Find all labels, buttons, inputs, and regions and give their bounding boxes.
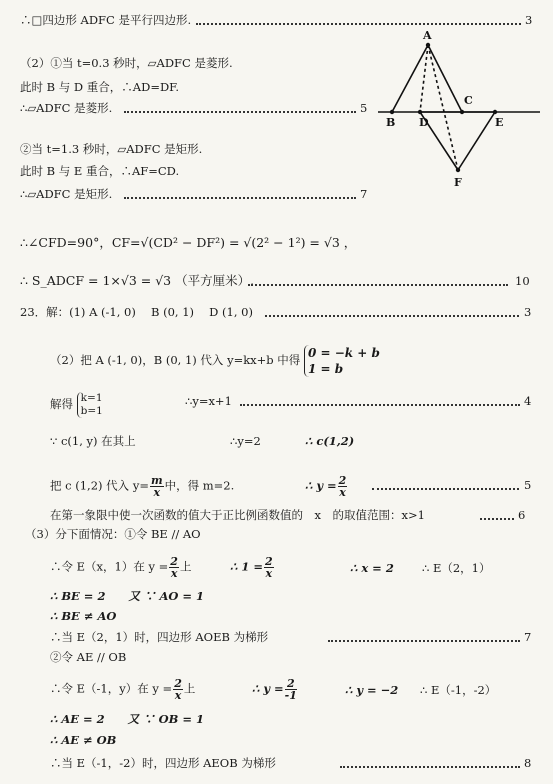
score-mark: 4 — [524, 394, 532, 408]
text-line: ∴y=x+1 — [185, 394, 232, 408]
label-E: E — [495, 116, 504, 129]
score-mark: 3 — [524, 305, 532, 319]
equation-system: 0 = −k + b 1 = b — [304, 345, 380, 377]
score-mark: 5 — [524, 478, 532, 492]
text-line: 把 c (1,2) 代入 y= $\frac{m}{x}$ 中，得 m=2. — [50, 474, 235, 499]
text-line: （3）分下面情况：①令 BE // AO — [25, 527, 201, 541]
text-line: ∴ AE = 2 又 ∵ OB = 1 — [50, 712, 205, 726]
text-line: ∴∠CFD=90°，CF=√(CD² − DF²) = √(2² − 1²) = √3 ， — [20, 235, 357, 250]
label-B: B — [386, 116, 396, 129]
score-mark: 7 — [360, 187, 368, 201]
text-line: 在第一象限中使一次函数的值大于正比例函数值的 x 的取值范围：x>1 — [50, 508, 425, 522]
text-line: ∴ 1 = $\frac{2}{x}$ — [230, 555, 273, 580]
score-mark: 8 — [524, 756, 532, 770]
text-line: 解得 k=1 b=1 — [50, 392, 103, 417]
text-line: ∴ BE ≠ AO — [50, 609, 117, 623]
score-mark: 7 — [524, 630, 532, 644]
dotted-leader — [328, 640, 520, 642]
text-line: ∴ S_ADCF = 1×√3 = √3 （平方厘米）. — [20, 273, 255, 288]
text-line: 23．解：(1) A (-1, 0) B (0, 1) D (1, 0) — [20, 305, 253, 319]
score-mark: 5 — [360, 101, 368, 115]
score-mark: 3 — [525, 13, 533, 27]
dotted-leader — [340, 766, 520, 768]
label-F: F — [454, 176, 462, 189]
segment-AF — [428, 45, 458, 170]
score-mark: 6 — [518, 508, 526, 522]
label-A: A — [423, 29, 432, 42]
text-line: ∴ AE ≠ OB — [50, 733, 117, 747]
segment-EF — [458, 112, 495, 170]
segment-AB — [392, 45, 428, 112]
text-line: ②当 t=1.3 秒时，▱ADFC 是矩形. — [20, 142, 203, 156]
text-line: ∴▱ADFC 是菱形. — [20, 101, 113, 115]
text-line: ∴□四边形 ADFC 是平行四边形. — [20, 13, 192, 27]
text-line: ∴ y = −2 — [345, 683, 399, 697]
label-D: D — [419, 116, 429, 129]
solution-system: k=1 b=1 — [77, 392, 103, 418]
text-line: ∴ BE = 2 又 ∵ AO = 1 — [50, 589, 205, 603]
dotted-leader — [240, 404, 520, 406]
text-line: ∴ y = $\frac{2}{x}$ — [305, 474, 347, 499]
score-mark: 10 — [515, 274, 530, 288]
text-line: ∴y=2 — [230, 434, 261, 448]
text-line: ∴ x = 2 — [350, 561, 394, 575]
text-line: 此时 B 与 E 重合，∴AF=CD. — [20, 164, 180, 178]
segment-AC — [428, 45, 462, 112]
text-line: ②令 AE // OB — [50, 650, 127, 664]
text-line: ∴ E（-1，-2） — [420, 683, 497, 697]
dotted-leader — [196, 23, 521, 25]
dotted-leader — [265, 315, 519, 317]
text-line: ∴ y = $\frac{2}{-1}$ — [252, 677, 297, 702]
label-C: C — [464, 94, 473, 107]
text-line: 此时 B 与 D 重合，∴AD=DF. — [20, 80, 180, 94]
dotted-leader — [124, 111, 356, 113]
text-line: ∴ E（2，1） — [422, 561, 491, 575]
text-line: （2）①当 t=0.3 秒时，▱ADFC 是菱形. — [20, 56, 233, 70]
text-line: ∴令 E（-1，y）在 y = $\frac{2}{x}$ 上 — [50, 677, 196, 702]
dotted-leader — [372, 488, 519, 490]
text-line: ∵ c(1, y) 在其上 — [50, 434, 136, 448]
text-line: ∴当 E（2，1）时，四边形 AOEB 为梯形 — [50, 630, 269, 644]
segment-DF — [420, 112, 458, 170]
text-line: （2）把 A (-1, 0)，B (0, 1) 代入 y=kx+b 中得 0 = −k + b 1 = b — [50, 346, 380, 376]
text-line: ∴▱ADFC 是矩形. — [20, 187, 113, 201]
text-line: ∴当 E（-1，-2）时，四边形 AEOB 为梯形 — [50, 756, 276, 770]
dotted-leader — [248, 284, 508, 286]
text-line: ∴ c(1,2) — [305, 434, 355, 448]
segment-AD — [420, 45, 428, 112]
dotted-leader — [124, 197, 356, 199]
text-line: ∴令 E（x，1）在 y = $\frac{2}{x}$ 上 — [50, 555, 192, 580]
dotted-leader — [480, 518, 514, 520]
